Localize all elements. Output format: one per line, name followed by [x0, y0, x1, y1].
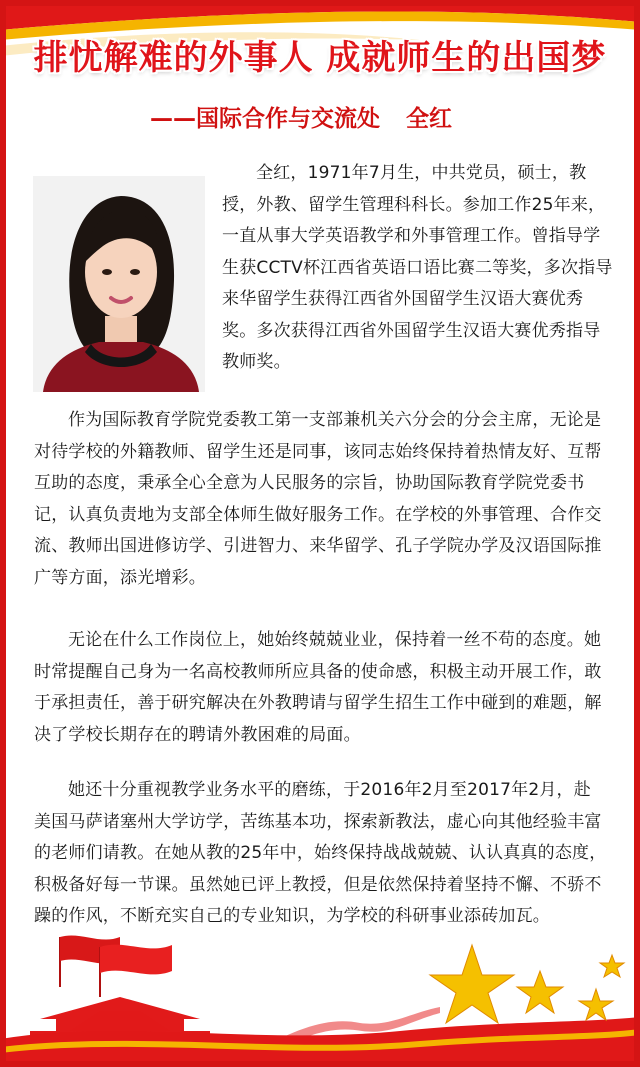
subtitle-person-name: 全红 — [406, 106, 452, 132]
bio-paragraph-3: 无论在什么工作岗位上，她始终兢兢业业，保持着一丝不苟的态度。她时常提醒自己身为一名高校教师所应具备的使命感，积极主动开展工作，敢于承担责任，善于研究解决在外教聘请与留学生招生工作中碰到的难题，解决了学校长期存在的聘请外教困难的局面。 — [34, 630, 602, 745]
page-title: 排忧解难的外事人 成就师生的出国梦 — [33, 38, 607, 78]
bio-paragraph-1: 全红，1971年7月生，中共党员，硕士，教授，外教、留学生管理科科长。参加工作25年来，一直从事大学英语教学和外事管理工作。曾指导学生获CCTV杯江西省英语口语比赛二等奖，多次指导来华留学生获得江西省外国留学生汉语大赛优秀奖。多次获得江西省外国留学生汉语大赛优秀指导教师奖。 — [222, 163, 613, 372]
page-subtitle — [150, 100, 452, 133]
subtitle-department: ——国际合作与交流处 — [150, 106, 380, 132]
gold-stars-decoration — [430, 945, 624, 1023]
bio-paragraph-2: 作为国际教育学院党委教工第一支部兼机关六分会的分会主席，无论是对待学校的外籍教师、留学生还是同事，该同志始终保持着热情友好、互帮互助的态度，秉承全心全意为人民服务的宗旨，协助国际教育学院党委书记，认真负责地为支部全体师生做好服务工作。在学校的外事管理、合作交流、教师出国进修访学、引进智力、来华留学、孔子学院办学及汉语国际推广等方面，添光增彩。 — [34, 410, 602, 588]
portrait-photo — [33, 176, 205, 392]
red-flags-illustration — [60, 935, 172, 997]
footer-decoration — [0, 927, 640, 1067]
bio-paragraph-4: 她还十分重视教学业务水平的磨练，于2016年2月至2017年2月，赴美国马萨诸塞州大学访学，苦练基本功，探索新教法，虚心向其他经验丰富的老师们请教。在她从教的25年中，始终保持战战兢兢、认认真真的态度，积极备好每一节课。虽然她已评上教授，但是依然保持着坚持不懈、不骄不躁的作风，不断充实自己的专业知识，为学校的科研事业添砖加瓦。 — [34, 780, 607, 926]
